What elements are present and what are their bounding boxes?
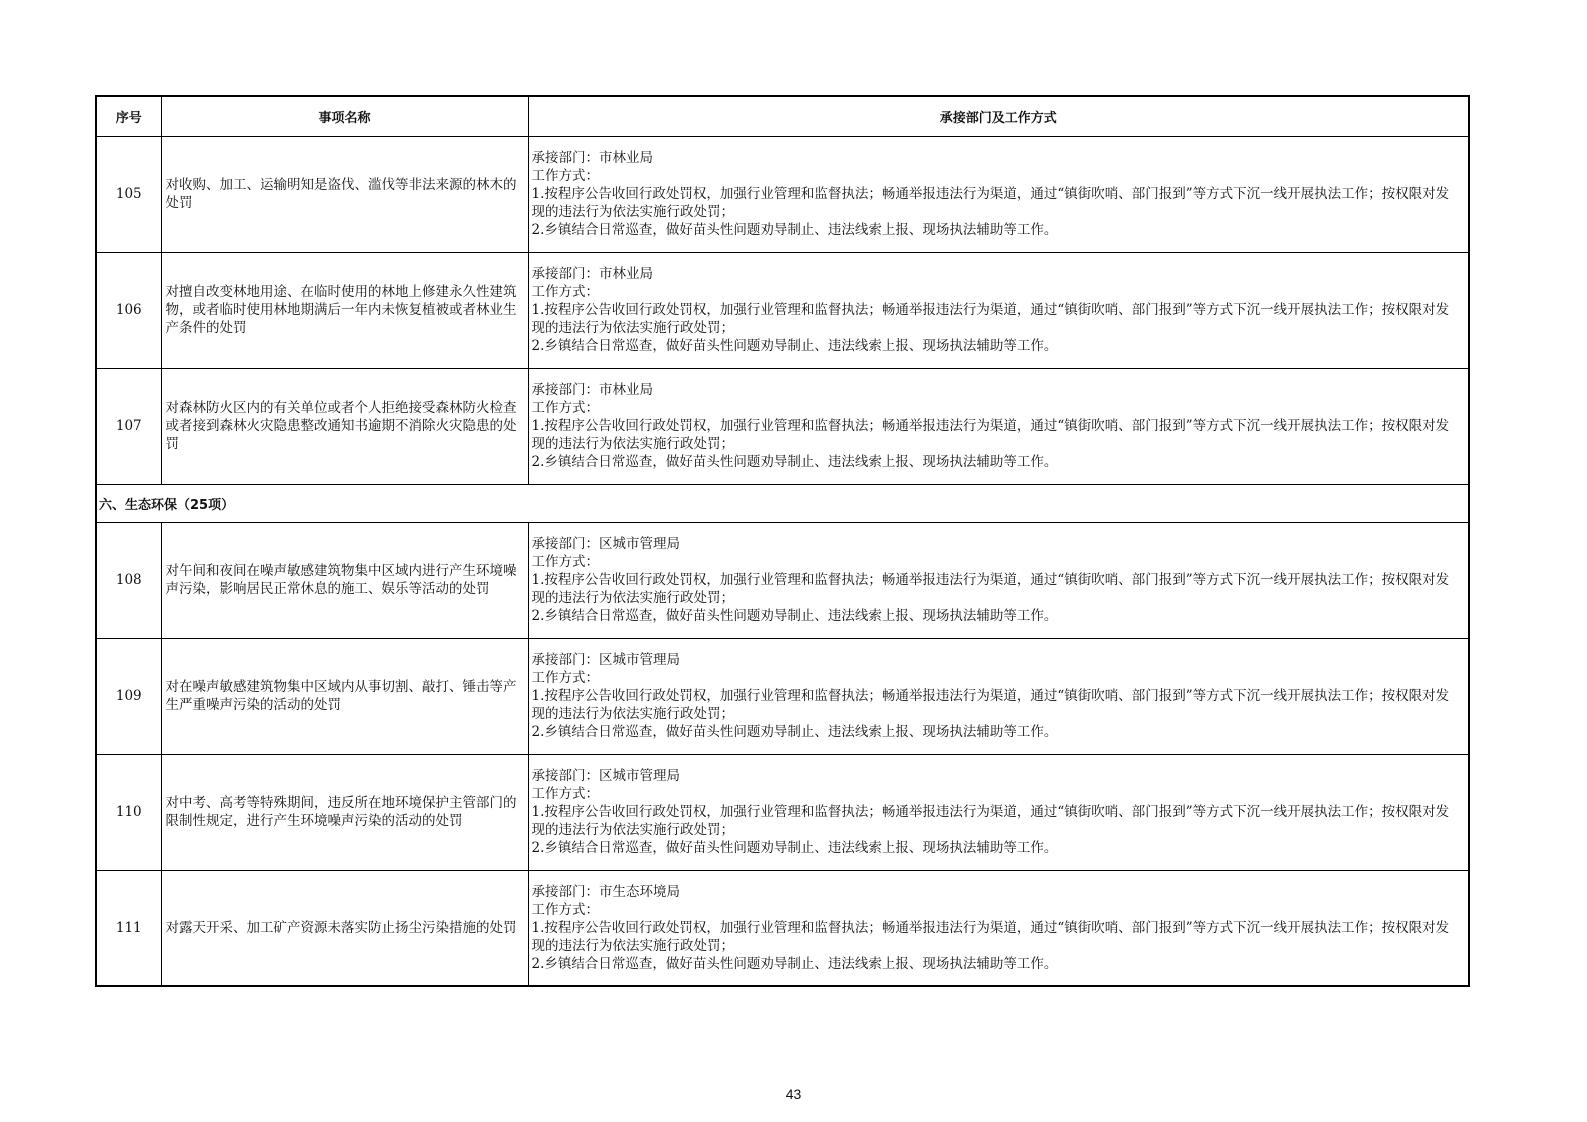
table-row [96, 136, 1469, 252]
method-label: 工作方式： [531, 168, 599, 184]
page-number: 43 [785, 1086, 802, 1102]
department-line: 承接部门：区城市管理局 [531, 768, 680, 784]
method-step-2: 2.乡镇结合日常巡查，做好苗头性问题劝导制止、违法线索上报、现场执法辅助等工作。 [531, 955, 1058, 972]
row-number: 108 [96, 522, 161, 638]
department-line: 承接部门：区城市管理局 [531, 652, 680, 668]
department-method-cell [528, 870, 1469, 986]
row-number: 110 [96, 754, 161, 870]
header-serial-number: 序号 [96, 96, 161, 136]
table-row [96, 252, 1469, 368]
method-label: 工作方式： [531, 901, 599, 918]
table-row [96, 638, 1469, 754]
header-item-name: 事项名称 [161, 96, 528, 136]
department-line: 承接部门：市生态环境局 [531, 883, 680, 900]
method-step-2: 2.乡镇结合日常巡查，做好苗头性问题劝导制止、违法线索上报、现场执法辅助等工作。 [531, 724, 1058, 740]
item-name: 对收购、加工、运输明知是盗伐、滥伐等非法来源的林木的处罚 [161, 136, 528, 252]
row-number: 111 [96, 870, 161, 986]
row-number: 109 [96, 638, 161, 754]
header-department-method: 承接部门及工作方式 [528, 96, 1469, 136]
row-number: 106 [96, 252, 161, 368]
department-method-cell [528, 638, 1469, 754]
method-step-2: 2.乡镇结合日常巡查，做好苗头性问题劝导制止、违法线索上报、现场执法辅助等工作。 [531, 222, 1058, 238]
department-method-cell [528, 522, 1469, 638]
method-label: 工作方式： [531, 400, 599, 416]
section-heading: 六、生态环保（25项） [96, 484, 1469, 522]
item-name: 对午间和夜间在噪声敏感建筑物集中区域内进行产生环境噪声污染，影响居民正常休息的施工、娱乐等活动的处罚 [161, 522, 528, 638]
item-name: 对森林防火区内的有关单位或者个人拒绝接受森林防火检查或者接到森林火灾隐患整改通知书逾期不消除火灾隐患的处罚 [161, 368, 528, 484]
method-label: 工作方式： [531, 670, 599, 686]
method-step-2: 2.乡镇结合日常巡查，做好苗头性问题劝导制止、违法线索上报、现场执法辅助等工作。 [531, 454, 1058, 470]
department-method-cell [528, 754, 1469, 870]
item-name: 对在噪声敏感建筑物集中区域内从事切割、敲打、锤击等产生严重噪声污染的活动的处罚 [161, 638, 528, 754]
table-header-row [96, 96, 1469, 136]
table-row [96, 522, 1469, 638]
method-step-1: 1.按程序公告收回行政处罚权，加强行业管理和监督执法；畅通举报违法行为渠道，通过“镇街吹哨、部门报到”等方式下沉一线开展执法工作；按权限对发现的违法行为依法实施行政处罚； [531, 186, 1450, 220]
method-step-1: 1.按程序公告收回行政处罚权，加强行业管理和监督执法；畅通举报违法行为渠道，通过“镇街吹哨、部门报到”等方式下沉一线开展执法工作；按权限对发现的违法行为依法实施行政处罚； [531, 804, 1450, 838]
department-method-cell [528, 368, 1469, 484]
method-step-2: 2.乡镇结合日常巡查，做好苗头性问题劝导制止、违法线索上报、现场执法辅助等工作。 [531, 608, 1058, 624]
department-line: 承接部门：市林业局 [531, 266, 653, 282]
row-number: 105 [96, 136, 161, 252]
method-label: 工作方式： [531, 786, 599, 802]
method-step-1: 1.按程序公告收回行政处罚权，加强行业管理和监督执法；畅通举报违法行为渠道，通过“镇街吹哨、部门报到”等方式下沉一线开展执法工作；按权限对发现的违法行为依法实施行政处罚； [531, 688, 1450, 722]
row-number: 107 [96, 368, 161, 484]
method-step-2: 2.乡镇结合日常巡查，做好苗头性问题劝导制止、违法线索上报、现场执法辅助等工作。 [531, 338, 1058, 354]
method-step-1: 1.按程序公告收回行政处罚权，加强行业管理和监督执法；畅通举报违法行为渠道，通过“镇街吹哨、部门报到”等方式下沉一线开展执法工作；按权限对发现的违法行为依法实施行政处罚； [531, 302, 1450, 336]
method-label: 工作方式： [531, 554, 599, 570]
table-row [96, 870, 1469, 986]
section-heading-row [96, 484, 1469, 522]
department-method-cell [528, 252, 1469, 368]
method-step-2: 2.乡镇结合日常巡查，做好苗头性问题劝导制止、违法线索上报、现场执法辅助等工作。 [531, 840, 1058, 856]
method-step-1: 1.按程序公告收回行政处罚权，加强行业管理和监督执法；畅通举报违法行为渠道，通过“镇街吹哨、部门报到”等方式下沉一线开展执法工作；按权限对发现的违法行为依法实施行政处罚； [531, 572, 1450, 606]
item-name: 对擅自改变林地用途、在临时使用的林地上修建永久性建筑物，或者临时使用林地期满后一年内未恢复植被或者林业生产条件的处罚 [161, 252, 528, 368]
table-row [96, 368, 1469, 484]
department-method-cell [528, 136, 1469, 252]
items-table [95, 95, 1470, 987]
department-line: 承接部门：区城市管理局 [531, 536, 680, 552]
item-name: 对中考、高考等特殊期间，违反所在地环境保护主管部门的限制性规定，进行产生环境噪声污染的活动的处罚 [161, 754, 528, 870]
method-step-1: 1.按程序公告收回行政处罚权，加强行业管理和监督执法；畅通举报违法行为渠道，通过“镇街吹哨、部门报到”等方式下沉一线开展执法工作；按权限对发现的违法行为依法实施行政处罚； [531, 418, 1450, 452]
method-label: 工作方式： [531, 284, 599, 300]
department-line: 承接部门：市林业局 [531, 150, 653, 166]
item-name: 对露天开采、加工矿产资源未落实防止扬尘污染措施的处罚 [161, 870, 528, 986]
method-step-1: 1.按程序公告收回行政处罚权，加强行业管理和监督执法；畅通举报违法行为渠道，通过“镇街吹哨、部门报到”等方式下沉一线开展执法工作；按权限对发现的违法行为依法实施行政处罚； [531, 919, 1450, 954]
department-line: 承接部门：市林业局 [531, 382, 653, 398]
table-row [96, 754, 1469, 870]
